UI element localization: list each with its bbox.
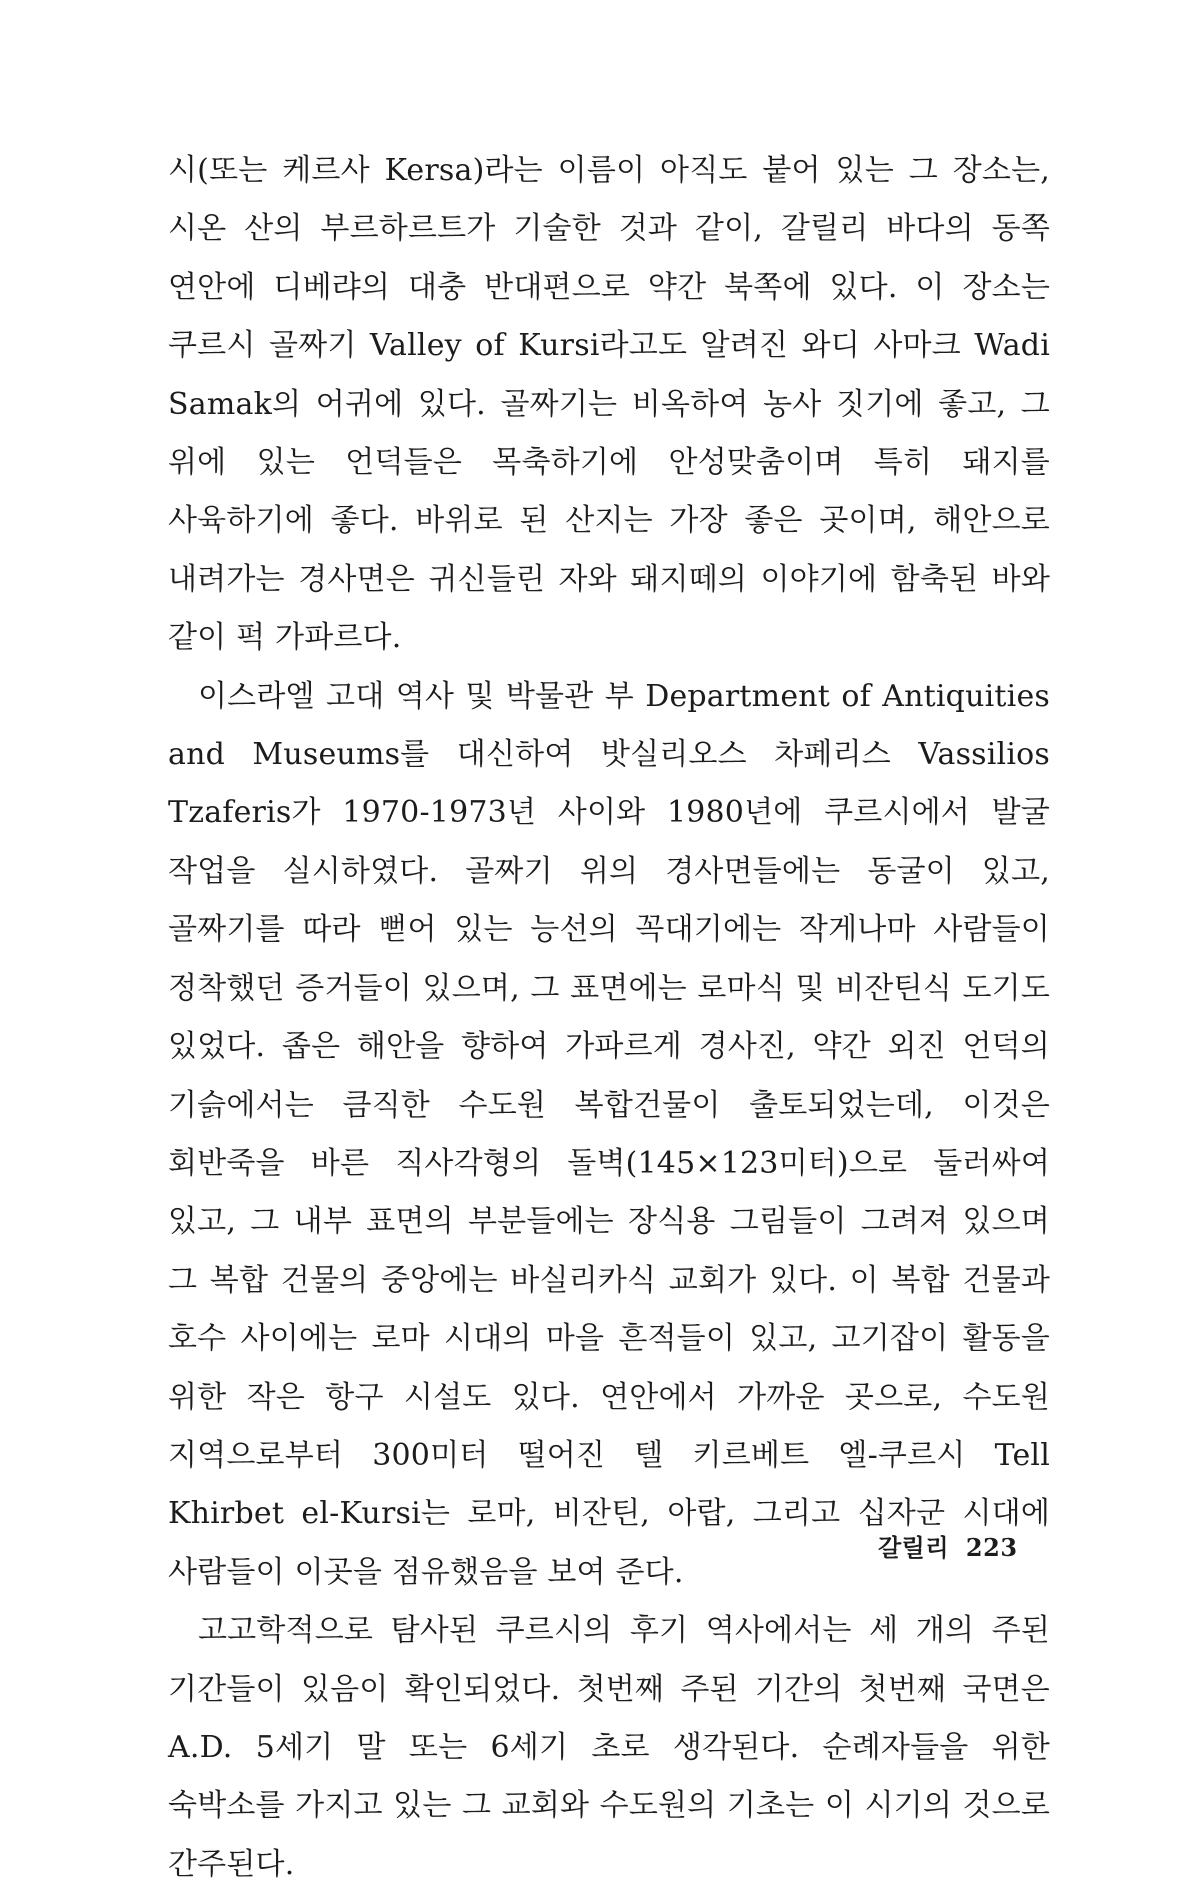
- paragraph-2: 이스라엘 고대 역사 및 박물관 부 Department of Antiquities and Museums를 대신하여 밧실리오스 차페리스 Vassilios Tzaferis가 1970-1973년 사이와 1980년에 쿠르시에서 발굴 작업을 실시하였다. 골짜기 위의 경사면들에는 동굴이 있고, 골짜기를 따라 뻗어 있는 능선의 꼭대기에는 작게나마 사람들이 정착했던 증거들이 있으며, 그 표면에는 로마식 및 비잔틴식 도기도 있었다. 좁은 해안을 향하여 가파르게 경사진, 약간 외진 언덕의 기슭에서는 큼직한 수도원 복합건물이 출토되었는데, 이것은 회반죽을 바른 직사각형의 돌벽(145×123미터)으로 둘러싸여 있고, 그 내부 표면의 부분들에는 장식용 그림들이 그려져 있으며 그 복합 건물의 중앙에는 바실리카식 교회가 있다. 이 복합 건물과 호수 사이에는 로마 시대의 마을 흔적들이 있고, 고기잡이 활동을 위한 작은 항구 시설도 있다. 연안에서 가까운 곳으로, 수도원 지역으로부터 300미터 떨어진 텔 키르베트 엘-쿠르시 Tell Khirbet el-Kursi는 로마, 비잔틴, 아랍, 그리고 십자군 시대에 사람들이 이곳을 점유했음을 보여 준다.: [168, 678, 1050, 1590]
- paragraph-1: 시(또는 케르사 Kersa)라는 이름이 아직도 붙어 있는 그 장소는, 시온 산의 부르하르트가 기술한 것과 같이, 갈릴리 바다의 동쪽 연안에 디베랴의 대충 반대편으로 약간 북쪽에 있다. 이 장소는 쿠르시 골짜기 Valley of Kursi라고도 알려진 와디 사마크 Wadi Samak의 어귀에 있다. 골짜기는 비옥하여 농사 짓기에 좋고, 그 위에 있는 언덕들은 목축하기에 안성맞춤이며 특히 돼지를 사육하기에 좋다. 바위로 된 산지는 가장 좋은 곳이며, 해안으로 내려가는 경사면은 귀신들린 자와 돼지떼의 이야기에 함축된 바와 같이 퍽 가파르다.: [168, 153, 1050, 656]
- running-footer-section: 갈릴리: [878, 1533, 950, 1562]
- page-body: [168, 142, 1050, 1894]
- page-footer: [878, 1528, 1018, 1563]
- page-number: 223: [965, 1533, 1018, 1562]
- paragraph-3: 고고학적으로 탐사된 쿠르시의 후기 역사에서는 세 개의 주된 기간들이 있음이 확인되었다. 첫번째 주된 기간의 첫번째 국면은 A.D. 5세기 말 또는 6세기 초로 생각된다. 순례자들을 위한 숙박소를 가지고 있는 그 교회와 수도원의 기초는 이 시기의 것으로 간주된다.: [168, 1613, 1050, 1882]
